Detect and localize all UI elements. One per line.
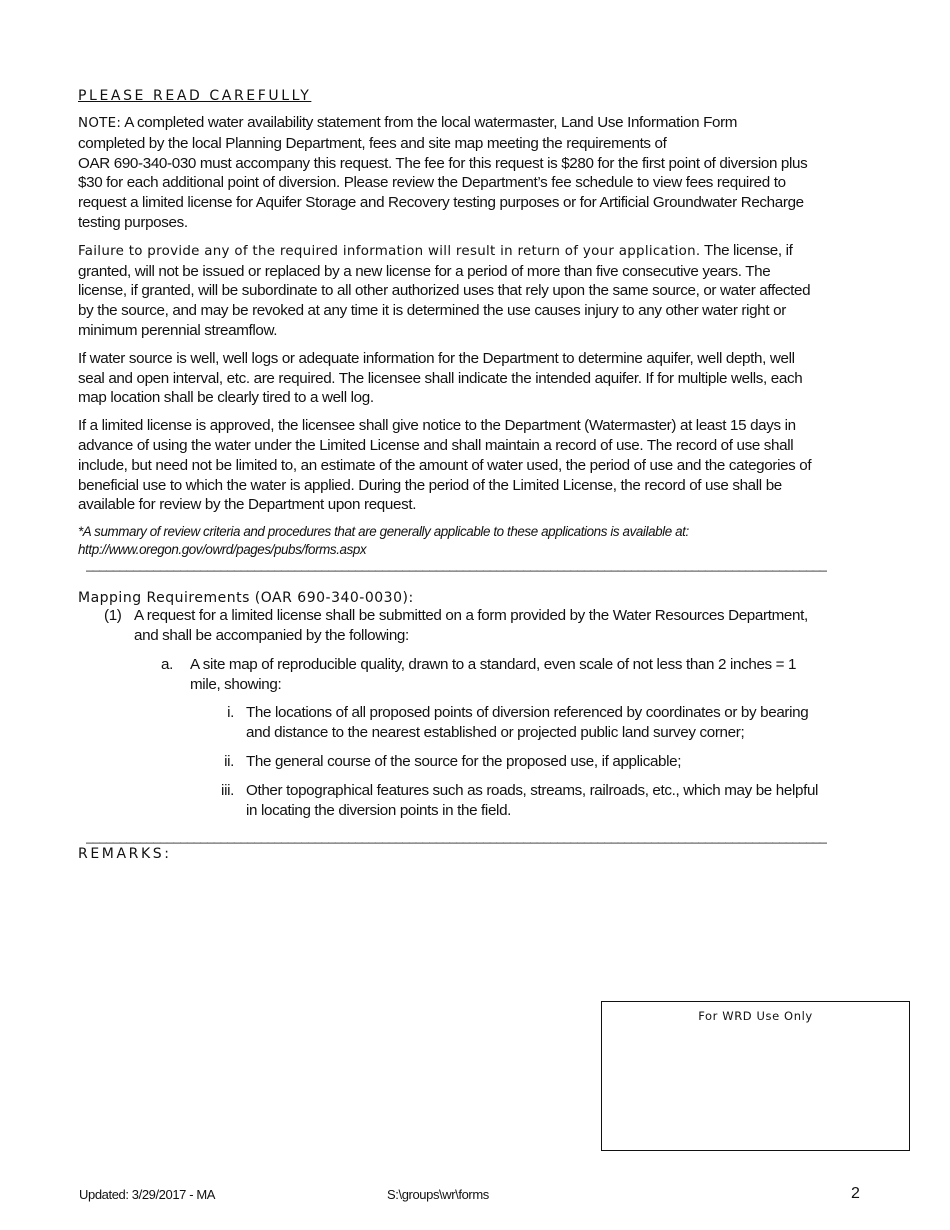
- list-item: a. A site map of reproducible quality, drawn to a standard, even scale of not less than 2 inches = 1 mile, showing:: [161, 655, 797, 693]
- summary-note: *A summary of review criteria and procedures that are generally applicable to these applications is available at: http://www.oregon.gov/owrd/pages/pubs/forms.aspx: [78, 523, 874, 559]
- forms-url: http://www.oregon.gov/owrd/pages/pubs/forms.aspx: [78, 542, 367, 558]
- mapping-requirements-title: Mapping Requirements (OAR 690-340-0030):: [78, 590, 414, 607]
- mapping-requirements-list: [78, 606, 874, 820]
- separator-line: ______________________________________________________________________________________________________________: [86, 557, 827, 573]
- list-item: ii. The general course of the source for the proposed use, if applicable;: [224, 752, 682, 770]
- well-paragraph: If water source is well, well logs or adequate information for the Department to determine aquifer, well depth, well seal and open interval, etc. are required. The licensee shall indicate the intended aquifer. If for multiple wells, each map location shall be clearly tired to a well log.: [78, 349, 803, 407]
- footer-path: S:\groups\wr\forms: [387, 1187, 489, 1202]
- failure-lead: Failure to provide any of the required information will result in return of your application.: [78, 243, 701, 259]
- failure-paragraph: Failure to provide any of the required information will result in return of your application. The license, if granted, will not be issued or replaced by a new license for a period of more than five consecutive years. The license, if granted, will be subordinate to all other authorized uses that rely upon the same source, or water affected by the source, and may be revoked at any time it is determined the use causes injury to any other water right or minimum perennial streamflow.: [78, 241, 811, 339]
- list-marker: (1): [104, 607, 122, 625]
- list-marker: ii.: [224, 752, 234, 770]
- list-marker: iii.: [221, 781, 234, 799]
- limited-license-paragraph: If a limited license is approved, the licensee shall give notice to the Department (Watermaster) at least 15 days in advance of using the water under the Limited License and shall maintain a record of use. The record of use shall include, but need not be limited to, an estimate of the amount of water used, the period of use and the categories of beneficial use to which the water is applied. During the period of the Limited License, the record of use shall be available for review by the Department upon request.: [78, 417, 812, 514]
- remarks-label: REMARKS:: [78, 846, 172, 863]
- wrd-use-only-box: [601, 1001, 910, 1151]
- note-paragraph: NOTE: A completed water availability statement from the local watermaster, Land Use Information Form completed by the local Planning Department, fees and site map meeting the requirements of OAR 690-340-030 must accompany this request. The fee for this request is $280 for the first point of diversion plus $30 for each additional point of diversion. Please review the Department’s fee schedule to view fees required to request a limited license for Aquifer Storage and Recovery testing purposes or for Artificial Groundwater Recharge testing purposes.: [78, 114, 808, 231]
- list-item: iii. Other topographical features such as roads, streams, railroads, etc., which may be helpful in locating the diversion points in the field.: [221, 781, 819, 819]
- wrd-use-only-label: For WRD Use Only: [698, 1009, 813, 1023]
- separator-line: ______________________________________________________________________________________________________________: [86, 829, 827, 845]
- page-title: PLEASE READ CAREFULLY: [78, 88, 312, 104]
- document-page: [78, 88, 874, 862]
- list-item: (1) A request for a limited license shall be submitted on a form provided by the Water Resources Department, and shall be accompanied by the following:: [104, 607, 808, 644]
- list-item: i. The locations of all proposed points of diversion referenced by coordinates or by bearing and distance to the nearest established or projected public land survey corner;: [227, 704, 809, 742]
- list-marker: a.: [161, 655, 173, 673]
- page-number: 2: [851, 1185, 860, 1202]
- footer-updated: Updated: 3/29/2017 - MA: [79, 1187, 216, 1202]
- note-label: NOTE:: [78, 116, 122, 131]
- list-marker: i.: [227, 704, 234, 722]
